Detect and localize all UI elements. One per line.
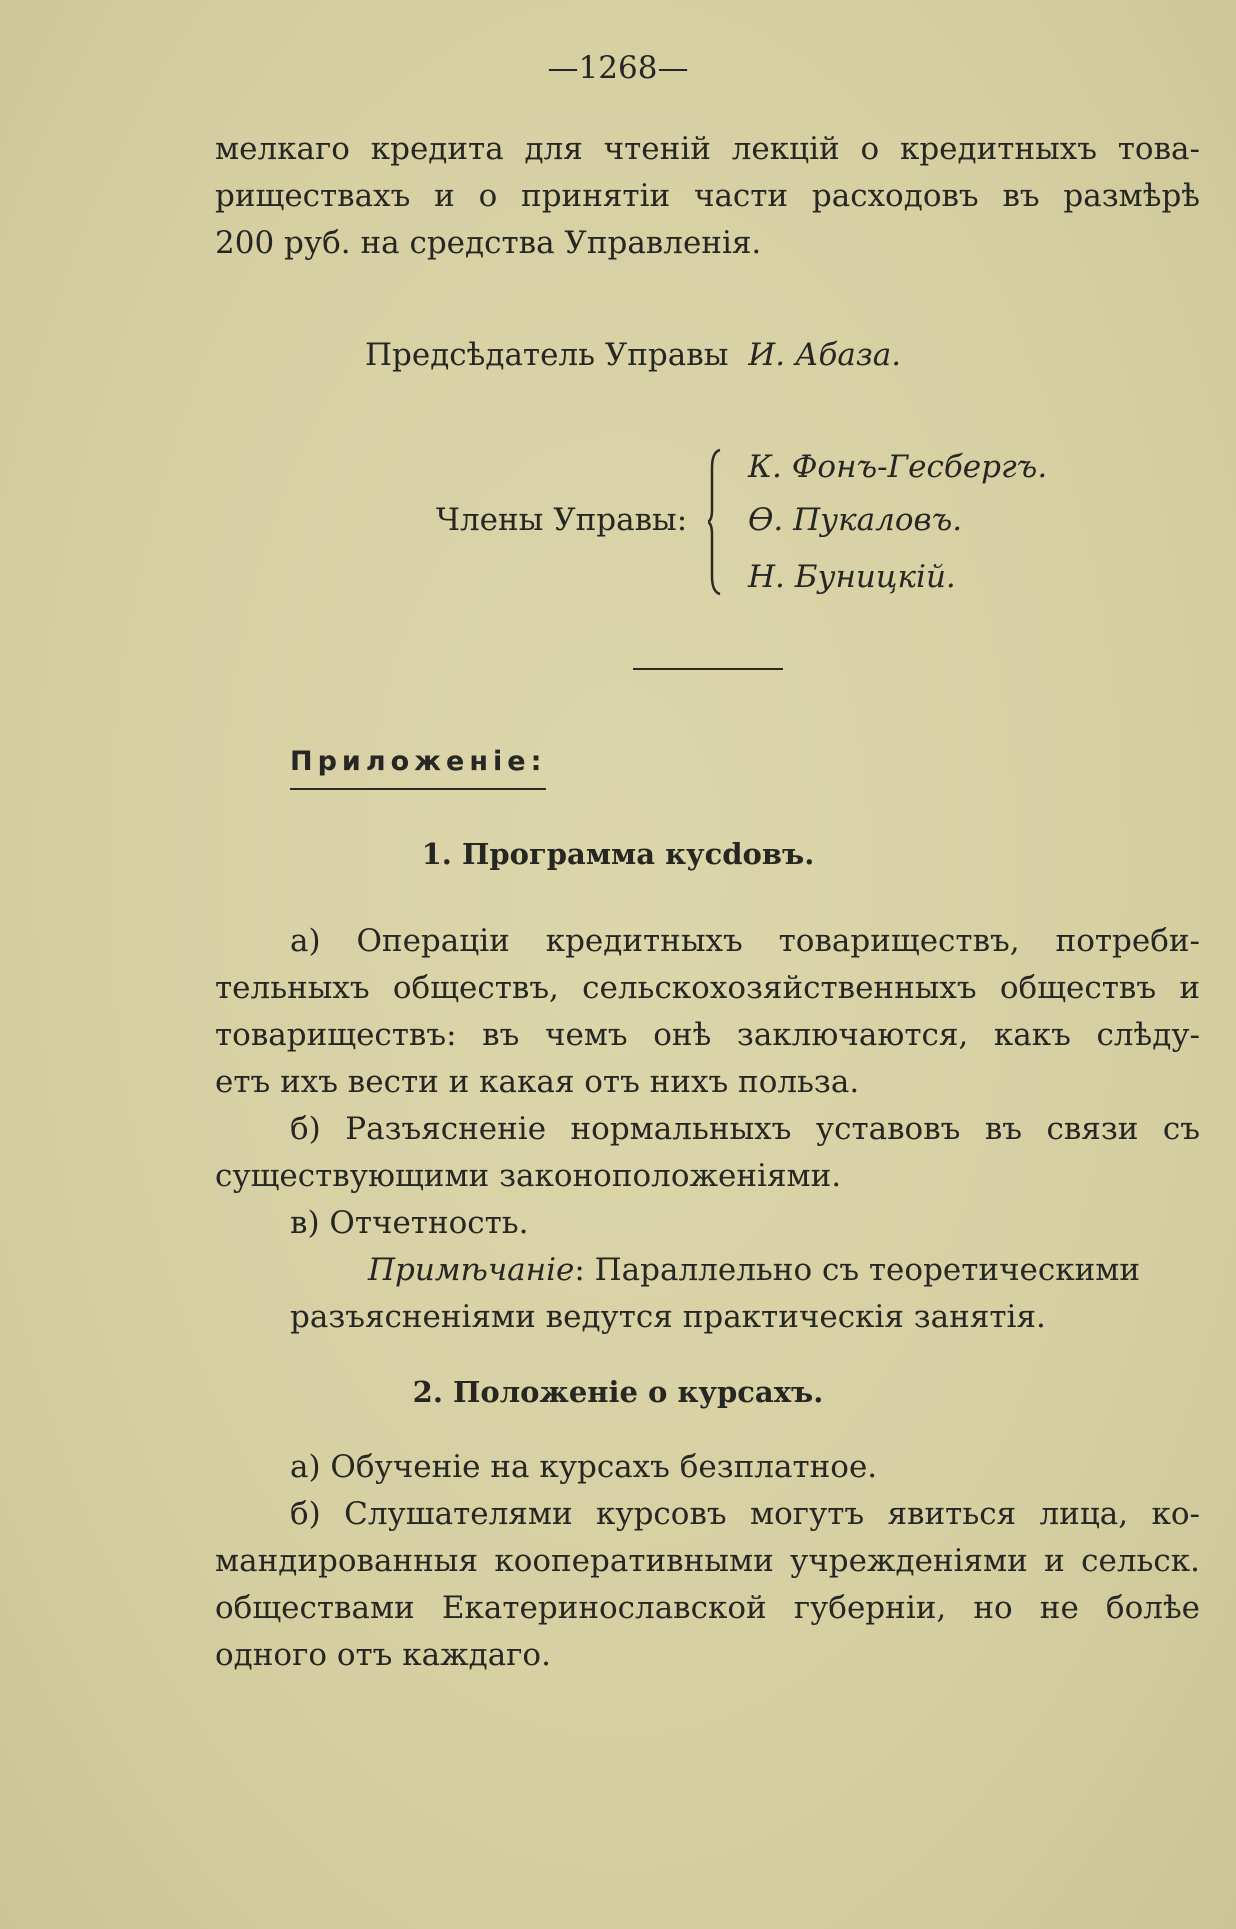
section-2-item-b-line-2: мандированныя кооперативными учрежденіями и сельск. (215, 1543, 1200, 1579)
intro-line-3: 200 руб. на средства Управленія. (215, 225, 762, 261)
section-1-note (368, 1247, 1200, 1294)
separator-rule (633, 668, 783, 670)
section-1-item-a-line-1: а) Операціи кредитныхъ товариществъ, потреби- (290, 923, 1200, 959)
member-name-2: Ѳ. Пукаловъ. (748, 502, 963, 538)
section-2-item-b-line-1: б) Слушателями курсовъ могутъ явиться лица, ко- (290, 1496, 1200, 1532)
intro-line-1: мелкаго кредита для чтеній лекцій о кредитныхъ това- (215, 131, 1200, 167)
section-2-item-a: а) Обученіе на курсахъ безплатное. (290, 1449, 878, 1485)
member-name-3: Н. Буницкій. (748, 559, 956, 595)
members-label: Члены Управы: (436, 502, 688, 538)
section-1-note-continuation: разъясненіями ведутся практическія занятія. (290, 1299, 1046, 1335)
appendix-title: Приложеніе: (290, 742, 546, 790)
chairman-signature (365, 332, 901, 379)
section-1-item-c: в) Отчетность. (290, 1205, 529, 1241)
section-2-item-b-line-3: обществами Екатеринославской губерніи, но не болѣе (215, 1590, 1200, 1626)
chairman-label: Предсѣдатель Управы (365, 337, 729, 373)
section-1-item-b-line-2: существующими законоположеніями. (215, 1158, 842, 1194)
chairman-name: И. Абаза. (748, 337, 902, 373)
section-1-item-a-line-4: етъ ихъ вести и какая отъ нихъ польза. (215, 1064, 860, 1100)
intro-line-2: риществахъ и о принятіи части расходовъ въ размѣрѣ (215, 178, 1200, 214)
note-label: Примѣчаніе (368, 1252, 575, 1288)
section-2-heading: 2. Положеніе о курсахъ. (412, 1375, 824, 1409)
section-2-item-b-line-4: одного отъ каждаго. (215, 1637, 551, 1673)
section-1-heading: 1. Программа кусdовъ. (421, 837, 815, 871)
section-1-item-b-line-1: б) Разъясненіе нормальныхъ уставовъ въ связи съ (290, 1111, 1200, 1147)
member-name-1: К. Фонъ-Гесбергъ. (748, 449, 1048, 485)
page-number: —1268— (547, 50, 689, 86)
section-1-item-a-line-2: тельныхъ обществъ, сельскохозяйственныхъ обществъ и (215, 970, 1200, 1006)
section-1-item-a-line-3: товариществъ: въ чемъ онѣ заключаются, какъ слѣду- (215, 1017, 1200, 1053)
note-text: : Параллельно съ теоретическими (574, 1252, 1141, 1288)
members-brace (708, 448, 722, 596)
